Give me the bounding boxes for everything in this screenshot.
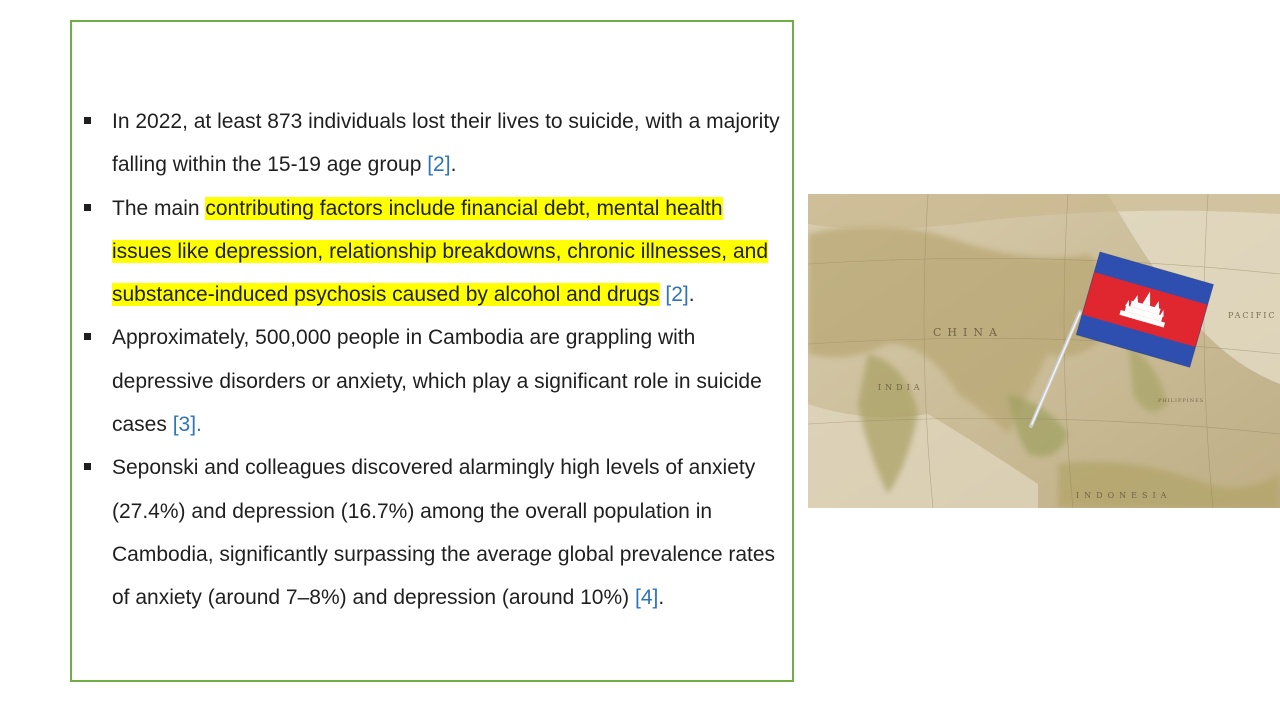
bullet-end: . [688, 283, 695, 307]
bullet-marker-icon [84, 333, 91, 340]
bullet-text: Seponski and colleagues discovered alarmingly high levels of anxiety (27.4%) and depression (16.7%) among the overall population in Cambodia, significantly surpassing the average global prevalence rates of anxiety (around 7–8%) and depression (around 10%) [112, 456, 776, 610]
map-label: INDIA [878, 383, 924, 392]
bullet-text: In 2022, at least 873 individuals lost their lives to suicide, with a majority falling within the 15-19 age group [112, 110, 780, 177]
map-label: CHINA [933, 326, 1003, 339]
bullet-marker-icon [84, 463, 91, 470]
bullet-marker-icon [84, 117, 91, 124]
map-label: PACIFIC [1228, 311, 1277, 320]
citation-link[interactable]: [4] [635, 586, 659, 610]
bullet-text: The main [112, 196, 206, 220]
bullet-list [83, 100, 783, 620]
map-label: INDONESIA [1076, 491, 1172, 500]
bullet-item [83, 187, 783, 317]
text-box [70, 20, 794, 682]
bullet-end: . [450, 153, 457, 177]
bullet-marker-icon [84, 204, 91, 211]
citation-link[interactable]: [3]. [172, 413, 202, 437]
map-illustration [808, 194, 1280, 508]
map-label: PHILIPPINES [1158, 398, 1205, 404]
highlighted-text: contributing factors include financial debt, mental health issues like depression, relationship breakdowns, chronic illnesses, and substance-induced psychosis caused by alcohol and drugs [112, 196, 769, 307]
bullet-item [83, 100, 783, 187]
bullet-text: Approximately, 500,000 people in Cambodia are grappling with depressive disorders or anxiety, which play a significant role in suicide cases [112, 326, 762, 437]
bullet-item [83, 446, 783, 619]
citation-link[interactable]: [2] [665, 283, 689, 307]
cambodia-flag-map-photo [808, 194, 1280, 508]
citation-link[interactable]: [2] [427, 153, 451, 177]
bullet-end: . [658, 586, 665, 610]
bullet-item [83, 316, 783, 446]
